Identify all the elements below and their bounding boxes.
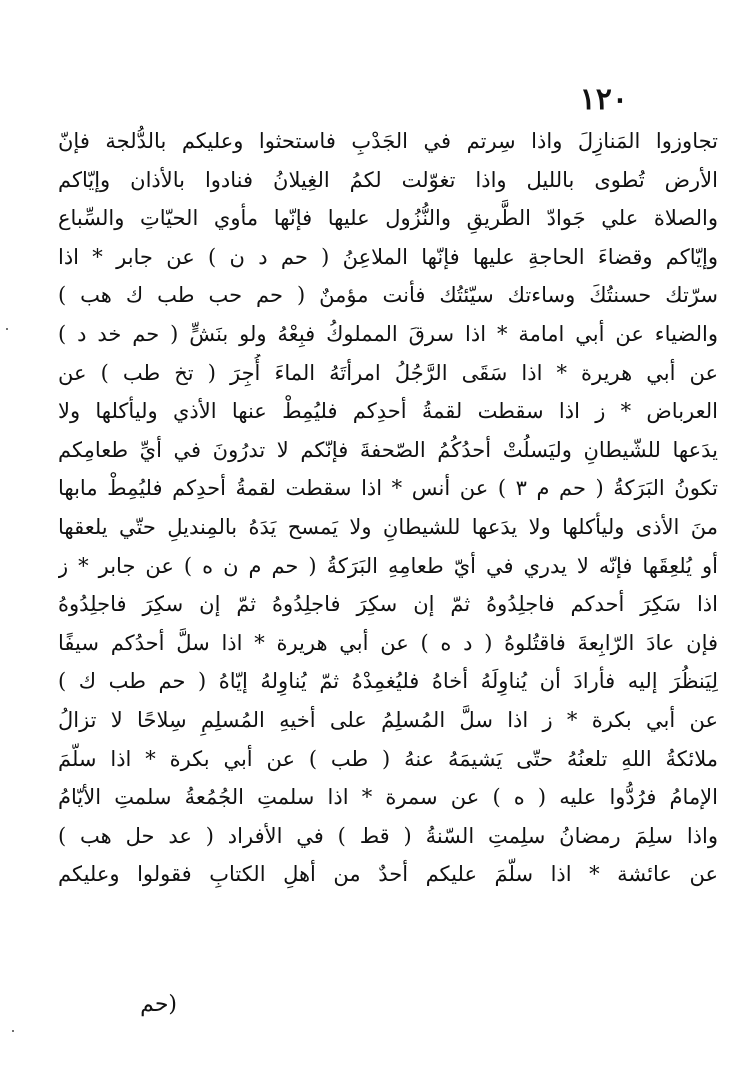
catchword: (حم [140,992,177,1017]
text-line: أو يُلعِقَها فإنّه لا يدري في أيّ طعامِهِ البَرَكةُ ( حم م ن ه ) عن جابر * ز [58,553,718,578]
text-line: فإن عادَ الرّابِعةَ فاقتُلوهُ ( د ه ) عن أبي هريرة * اذا سلَّ أحدُكم سيفًا [58,630,718,655]
text-line: عن عائشة * اذا سلّمَ عليكم أحدٌ من أهلِ الكتابِ فقولوا وعليكم [58,862,718,887]
text-line: ملائكةُ اللهِ تلعنُهُ حتّى يَشيمَهُ عنهُ ( طب ) عن أبي بكرة * اذا سلّمَ [58,746,718,771]
text-line: الإمامُ فرُدُّوا عليه ( ه ) عن سمرة * اذا سلمتِ الجُمُعةُ سلمتِ الأيّامُ [58,785,718,810]
text-line: تجاوزوا المَنازِلَ واذا سِرتم في الجَدْبِ فاستحثوا وعليكم بالدُّلجة فإنّ [58,129,718,153]
text-line: اذا سَكِرَ أحدكم فاجلِدُوهُ ثمّ إن سكِرَ فاجلِدُوهُ ثمّ إن سكِرَ فاجلِدُوهُ [58,592,718,617]
text-line: والصلاة علي جَوادّ الطَّريقِ والنُّزُول عليها فإنّها مأوي الحيّاتِ والسِّباع [58,206,718,231]
text-line: عن أبي هريرة * اذا سَقَى الرَّجُلُ امرأتَهُ الماءَ أُجِرَ ( تخ طب ) عن [58,360,718,385]
text-line: منَ الأذى وليأكلها ولا يدَعها للشيطانِ ولا يَمسح يَدَهُ بالمِنديلِ حتّي يلعقها [58,514,718,539]
text-line: العرباض * ز اذا سقطت لقمةُ أحدِكم فليُمِطْ عنها الأذي وليأكلها ولا [58,399,718,424]
scan-speck [6,328,8,330]
text-line: تكونُ البَرَكةُ ( حم م ٣ ) عن أنس * اذا سقطت لقمةُ أحدِكم فليُمِطْ مابها [58,476,718,501]
scan-speck [12,1030,14,1032]
text-line: يدَعها للشّيطانِ وليَسلُتْ أحدُكُمُ الصّحفةَ فإنّكم لا تدرُونَ في أيِّ طعامِكم [58,437,718,462]
text-line: عن أبي بكرة * ز اذا سلَّ المُسلِمُ على أخيهِ المُسلِمِ سِلاحًا لا تزالُ [58,707,718,732]
body-text [58,122,718,894]
text-line: واذا سلِمَ رمضانُ سلِمتِ السّنةُ ( قط ) في الأفراد ( عد حل هب ) [58,823,718,848]
text-line: والضياء عن أبي امامة * اذا سرقَ المملوكُ فبِعْهُ ولو بنَشٍّ ( حم خد د ) [58,321,718,346]
text-line: لِيَنظُرَ إليه فأرادَ أن يُناوِلَهُ أخاهُ فليُغمِدْهُ ثمّ يُناوِلهُ إيّاهُ ( حم طب ك ) [58,669,718,694]
text-line: الأرض تُطوى بالليل واذا تغوّلت لكمُ الغِيلانُ فنادوا بالأذان وإيّاكم [58,167,718,192]
text-line: وإيّاكم وقضاءَ الحاجةِ عليها فإنّها الملاعِنُ ( حم د ن ) عن جابر * اذا [58,244,718,269]
page-number: ١٢٠ [579,82,628,117]
text-line: سرّتك حسنتُكَ وساءتك سيّئتُك فأنت مؤمنٌ ( حم حب طب ك هب ) [58,283,718,308]
